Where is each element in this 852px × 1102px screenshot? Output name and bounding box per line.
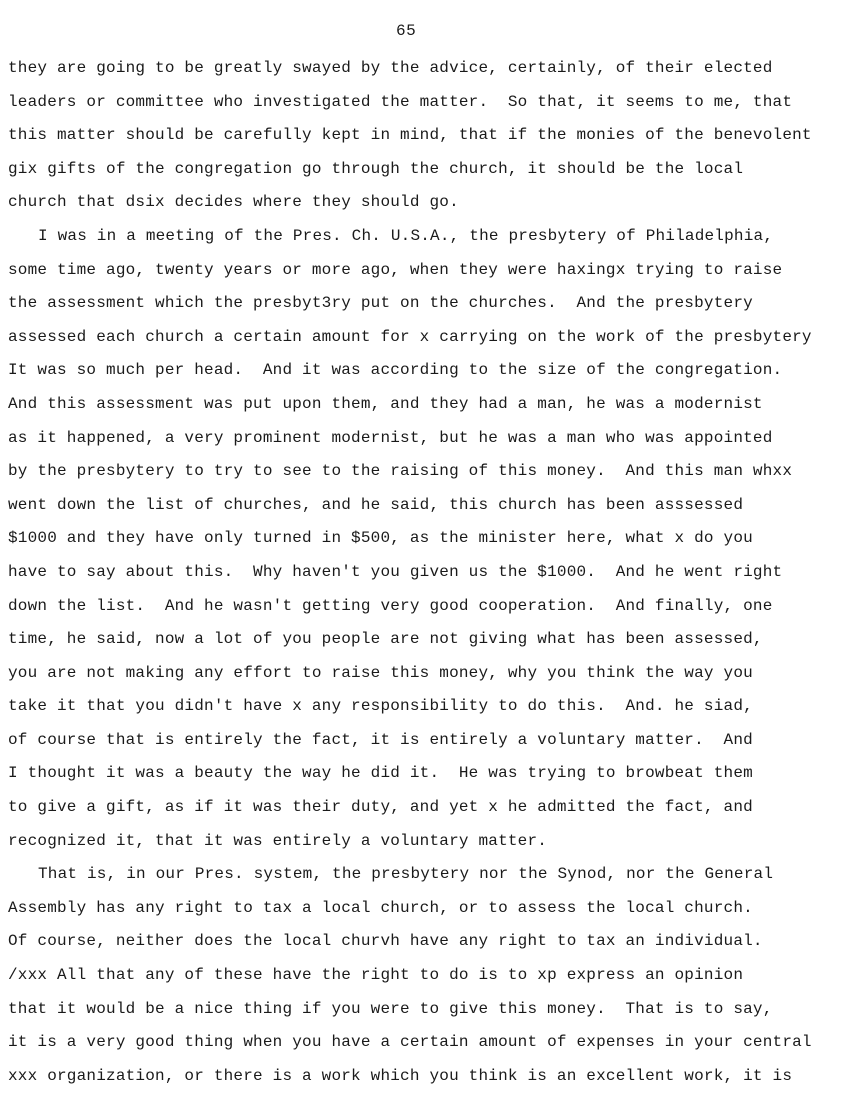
text-line-27: Of course, neither does the local churvh have any right to tax an individual. (8, 932, 763, 951)
text-line-25: That is, in our Pres. system, the presbytery nor the Synod, nor the General (38, 865, 774, 884)
text-line-5: church that dsix decides where they should go. (8, 193, 459, 212)
page-number: 65 (396, 22, 417, 40)
text-line-28: /xxx All that any of these have the right to do is to xp express an opinion (8, 966, 744, 985)
text-line-3: this matter should be carefully kept in mind, that if the monies of the benevolent (8, 126, 812, 145)
text-line-20: take it that you didn't have x any responsibility to do this. And. he siad, (8, 697, 753, 716)
text-line-1: they are going to be greatly swayed by the advice, certainly, of their elected (8, 59, 773, 77)
text-line-16: have to say about this. Why haven't you given us the $1000. And he went right (8, 562, 783, 581)
text-line-2: leaders or committee who investigated the matter. So that, it seems to me, that (8, 92, 793, 111)
text-line-30: it is a very good thing when you have a certain amount of expenses in your central (8, 1033, 812, 1052)
text-line-7: some time ago, twenty years or more ago, when they were haxingx trying to raise (8, 260, 783, 279)
text-line-12: as it happened, a very prominent modernist, but he was a man who was appointed (8, 428, 773, 447)
text-line-21: of course that is entirely the fact, it is entirely a voluntary matter. And (8, 730, 753, 749)
text-line-8: the assessment which the presbyt3ry put on the churches. And the presbytery (8, 294, 753, 313)
text-line-6: I was in a meeting of the Pres. Ch. U.S.A., the presbytery of Philadelphia, (38, 226, 774, 245)
text-line-10: It was so much per head. And it was according to the size of the congregation. (8, 361, 783, 380)
text-line-4: gix gifts of the congregation go through the church, it should be the local (8, 159, 744, 178)
text-line-11: And this assessment was put upon them, and they had a man, he was a modernist (8, 394, 763, 413)
text-line-31: xxx organization, or there is a work which you think is an excellent work, it is (8, 1066, 793, 1085)
text-line-22: I thought it was a beauty the way he did it. He was trying to browbeat them (8, 764, 753, 783)
text-line-9: assessed each church a certain amount for x carrying on the work of the presbytery (8, 327, 812, 346)
text-line-18: time, he said, now a lot of you people are not giving what has been assessed, (8, 630, 763, 649)
text-line-29: that it would be a nice thing if you were to give this money. That is to say, (8, 999, 773, 1018)
text-line-13: by the presbytery to try to see to the raising of this money. And this man whxx (8, 462, 793, 481)
text-line-24: recognized it, that it was entirely a voluntary matter. (8, 831, 548, 850)
text-line-23: to give a gift, as if it was their duty, and yet x he admitted the fact, and (8, 798, 753, 817)
body-text (0, 58, 852, 1099)
text-line-15: $1000 and they have only turned in $500, as the minister here, what x do you (8, 529, 753, 548)
text-line-19: you are not making any effort to raise this money, why you think the way you (8, 663, 753, 682)
text-line-26: Assembly has any right to tax a local church, or to assess the local church. (8, 898, 753, 917)
text-line-14: went down the list of churches, and he said, this church has been asssessed (8, 495, 744, 514)
text-line-17: down the list. And he wasn't getting very good cooperation. And finally, one (8, 596, 773, 615)
